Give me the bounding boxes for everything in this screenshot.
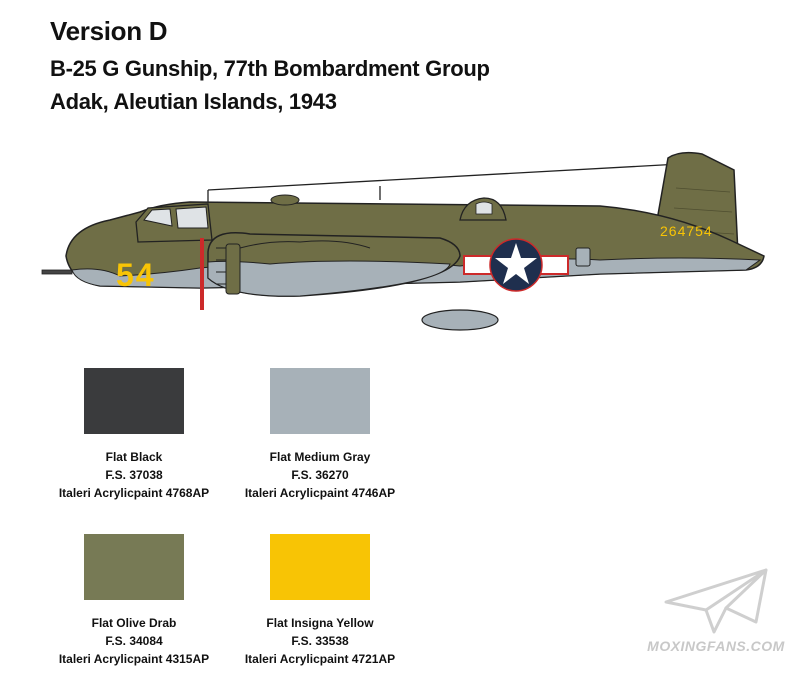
paint-fs-code: F.S. 37038 xyxy=(105,468,163,482)
b25-profile-illustration xyxy=(40,148,780,348)
version-title: Version D xyxy=(50,16,168,46)
paint-name: Flat Insigna Yellow xyxy=(266,616,374,630)
aircraft-subtitle: B-25 G Gunship, 77th Bombardment Group xyxy=(50,56,490,81)
paint-fs-code: F.S. 36270 xyxy=(291,468,349,482)
swatch-flat-olive-drab xyxy=(84,534,184,600)
paint-card-flat-black xyxy=(34,368,234,502)
nose-cannon xyxy=(42,270,72,274)
paint-name: Flat Olive Drab xyxy=(91,616,177,630)
paint-product-code: Italeri Acrylicpaint 4768AP xyxy=(58,486,210,500)
paint-product-code: Italeri Acrylicpaint 4746AP xyxy=(244,486,396,500)
paint-product-code: Italeri Acrylicpaint 4721AP xyxy=(244,652,396,666)
swatch-flat-insigna-yellow xyxy=(270,534,370,600)
watermark-text: MOXINGFANS.COM xyxy=(647,638,785,654)
location-subtitle: Adak, Aleutian Islands, 1943 xyxy=(50,89,337,114)
moxingfans-watermark xyxy=(636,562,796,662)
tail-number: 264754 xyxy=(660,223,713,239)
nose-red-stripe xyxy=(200,238,204,310)
swatch-flat-medium-gray xyxy=(270,368,370,434)
paint-name: Flat Black xyxy=(105,450,163,464)
paint-card-flat-medium-gray xyxy=(220,368,420,502)
paint-product-code: Italeri Acrylicpaint 4315AP xyxy=(58,652,210,666)
paper-plane-icon xyxy=(636,562,796,638)
paint-fs-code: F.S. 33538 xyxy=(291,634,349,648)
paint-card-flat-olive-drab xyxy=(34,534,234,668)
paint-name: Flat Medium Gray xyxy=(269,450,371,464)
paint-card-flat-insigna-yellow xyxy=(220,534,420,668)
paint-fs-code: F.S. 34084 xyxy=(105,634,163,648)
nose-number: 54 xyxy=(116,257,156,293)
swatch-flat-black xyxy=(84,368,184,434)
